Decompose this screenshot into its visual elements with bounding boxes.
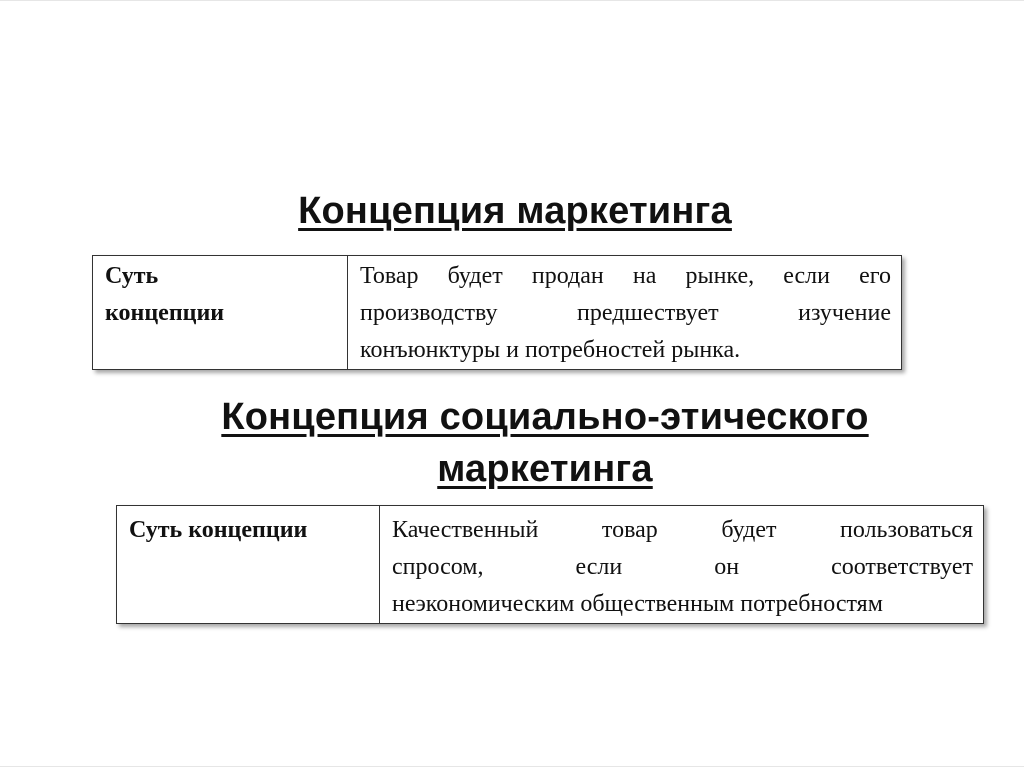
concept-essence-description	[380, 506, 984, 624]
concept-essence-label	[93, 256, 348, 370]
social-ethical-marketing-table	[116, 505, 984, 624]
label-line: концепции	[105, 300, 225, 326]
heading-line: Концепция социально-этического	[221, 396, 869, 438]
description-line: Товар будет продан на рынке, если его	[360, 263, 891, 289]
table-row	[93, 256, 902, 370]
description-line: спросом, если он соответствует	[392, 554, 973, 580]
concept-essence-description	[348, 256, 902, 370]
description-line: конъюнктуры и потребностей рынка.	[360, 337, 741, 363]
label-line: Суть концепции	[129, 517, 308, 543]
marketing-concept-heading: Концепция маркетинга	[298, 190, 732, 232]
heading-line: маркетинга	[437, 448, 653, 490]
concept-essence-label	[117, 506, 380, 624]
social-ethical-marketing-heading	[130, 391, 960, 495]
description-line: Качественный товар будет пользоваться	[392, 517, 973, 543]
description-line: производству предшествует изучение	[360, 300, 891, 326]
label-line: Суть	[105, 263, 159, 289]
table-row	[117, 506, 984, 624]
marketing-concept-table	[92, 255, 902, 370]
description-line: неэкономическим общественным потребностям	[392, 591, 883, 617]
